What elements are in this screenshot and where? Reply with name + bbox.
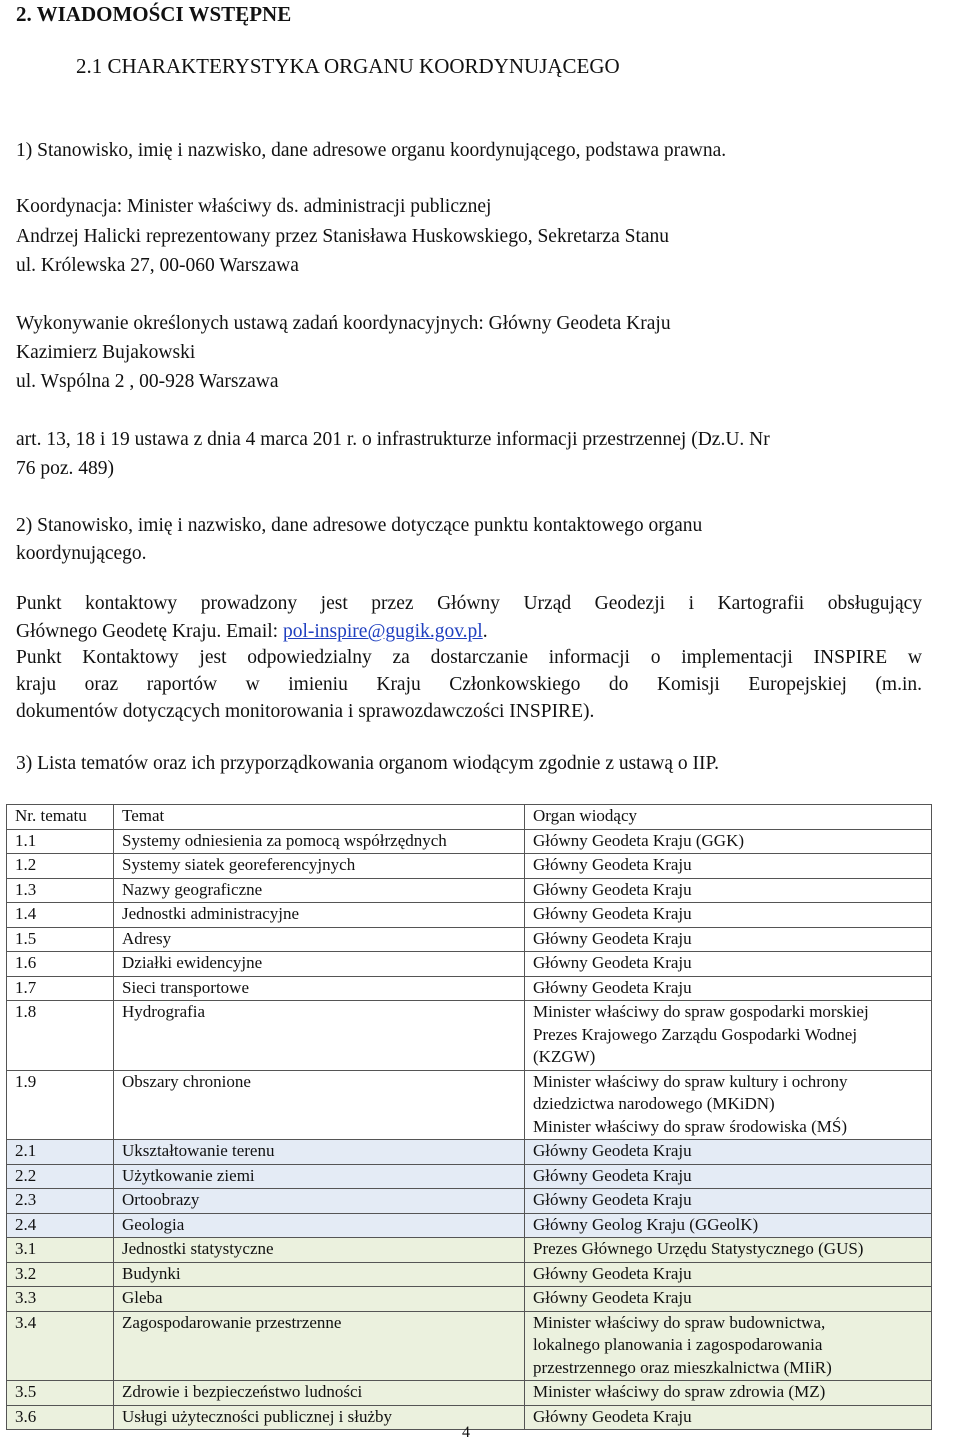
- topic-number-cell: 3.3: [7, 1287, 114, 1312]
- topic-number-cell: 2.2: [7, 1164, 114, 1189]
- lead-organ-cell: [525, 927, 932, 952]
- topic-name-cell: Hydrografia: [114, 1001, 525, 1071]
- coord-address: ul. Królewska 27, 00-060 Warszawa: [16, 255, 299, 276]
- topic-number-cell: 1.2: [7, 854, 114, 879]
- page-number: 4: [462, 1424, 470, 1441]
- table-row: [7, 854, 932, 879]
- table-row: [7, 1189, 932, 1214]
- lead-organ-line: Prezes Głównego Urzędu Statystycznego (GUS): [533, 1239, 864, 1258]
- contact-paragraph: [16, 621, 488, 643]
- lead-organ-cell: [525, 1287, 932, 1312]
- table-row: [7, 1213, 932, 1238]
- contact-text: .: [482, 621, 488, 642]
- topic-name-cell: Jednostki administracyjne: [114, 903, 525, 928]
- lead-organ-cell: [525, 1070, 932, 1140]
- table-row: [7, 878, 932, 903]
- topic-number-cell: 1.5: [7, 927, 114, 952]
- topic-name-cell: Działki ewidencyjne: [114, 952, 525, 977]
- lead-organ-cell: [525, 1213, 932, 1238]
- lead-organ-cell: [525, 1238, 932, 1263]
- header-cell-nr: Nr. tematu: [7, 805, 114, 830]
- lead-organ-cell: [525, 1164, 932, 1189]
- lead-organ-line: Główny Geodeta Kraju: [533, 1141, 692, 1160]
- lead-organ-cell: [525, 1405, 932, 1430]
- para3-heading: 3) Lista tematów oraz ich przyporządkowania organom wiodącym zgodnie z ustawą o IIP.: [16, 753, 720, 774]
- topic-number-cell: 1.4: [7, 903, 114, 928]
- lead-organ-line: Główny Geodeta Kraju: [533, 928, 692, 948]
- topic-name-cell: Użytkowanie ziemi: [114, 1164, 525, 1189]
- header-cell-temat: Temat: [114, 805, 525, 830]
- contact-paragraph: Punkt kontaktowy prowadzony jest przez Główny Urząd Geodezji i Kartografii obsługujący: [16, 593, 922, 614]
- lead-organ-line: Główny Geodeta Kraju: [533, 1263, 692, 1283]
- lead-organ-line: Minister właściwy do spraw środowiska (MŚ): [533, 1116, 847, 1136]
- coord-line: Andrzej Halicki reprezentowany przez Stanisława Huskowskiego, Sekretarza Stanu: [16, 226, 670, 247]
- lead-organ-cell: [525, 854, 932, 879]
- coord-line: Koordynacja: Minister właściwy ds. administracji publicznej: [16, 196, 492, 217]
- lead-organ-line: Minister właściwy do spraw gospodarki morskiej: [533, 1002, 869, 1021]
- lead-organ-cell: [525, 1262, 932, 1287]
- lead-organ-line: Główny Geodeta Kraju: [533, 953, 692, 972]
- lead-organ-line: Minister właściwy do spraw budownictwa,: [533, 1312, 826, 1332]
- topic-number-cell: 2.4: [7, 1213, 114, 1238]
- contact-text: Głównego Geodetę Kraju. Email:: [16, 621, 283, 642]
- lead-organ-line: Minister właściwy do spraw kultury i ochrony: [533, 1071, 848, 1091]
- topic-name-cell: Ortoobrazy: [114, 1189, 525, 1214]
- lead-organ-cell: [525, 903, 932, 928]
- lead-organ-line: lokalnego planowania i zagospodarowania: [533, 1335, 823, 1354]
- section-title: 2. WIADOMOŚCI WSTĘPNE: [16, 2, 292, 26]
- topic-number-cell: 2.1: [7, 1140, 114, 1165]
- lead-organ-cell: [525, 1381, 932, 1406]
- table-row: [7, 1287, 932, 1312]
- table-row: [7, 927, 932, 952]
- table-row: [7, 1381, 932, 1406]
- topic-name-cell: Ukształtowanie terenu: [114, 1140, 525, 1165]
- topic-name-cell: Nazwy geograficzne: [114, 878, 525, 903]
- topic-number-cell: 1.9: [7, 1070, 114, 1140]
- lead-organ-line: Minister właściwy do spraw zdrowia (MZ): [533, 1382, 826, 1401]
- responsibility-paragraph: Punkt Kontaktowy jest odpowiedzialny za dostarczanie informacji o implementacji INSPIRE w: [16, 647, 922, 668]
- topic-name-cell: Gleba: [114, 1287, 525, 1312]
- para1-heading: 1) Stanowisko, imię i nazwisko, dane adresowe organu koordynującego, podstawa prawna.: [16, 140, 727, 161]
- lead-organ-line: Główny Geodeta Kraju (GGK): [533, 830, 745, 850]
- topic-name-cell: Systemy odniesienia za pomocą współrzędnych: [114, 829, 525, 854]
- lead-organ-line: dziedzictwa narodowego (MKiDN): [533, 1094, 775, 1113]
- exec-name: Kazimierz Bujakowski: [16, 342, 196, 363]
- table-row: [7, 829, 932, 854]
- lead-organ-line: Główny Geodeta Kraju: [533, 904, 692, 923]
- exec-address: ul. Wspólna 2 , 00-928 Warszawa: [16, 371, 279, 392]
- table-row: [7, 1238, 932, 1263]
- table-row: [7, 903, 932, 928]
- lead-organ-cell: [525, 829, 932, 854]
- topic-name-cell: Adresy: [114, 927, 525, 952]
- topic-number-cell: 1.7: [7, 976, 114, 1001]
- topic-number-cell: 1.3: [7, 878, 114, 903]
- lead-organ-line: Główny Geodeta Kraju: [533, 1288, 692, 1307]
- table-row: [7, 976, 932, 1001]
- header-cell-organ: Organ wiodący: [525, 805, 932, 830]
- para2-heading: koordynującego.: [16, 543, 147, 564]
- exec-line: Wykonywanie określonych ustawą zadań koordynacyjnych: Główny Geodeta Kraju: [16, 313, 671, 334]
- contact-email-link[interactable]: pol-inspire@gugik.gov.pl: [282, 621, 483, 642]
- topic-number-cell: 3.2: [7, 1262, 114, 1287]
- lead-organ-line: Główny Geodeta Kraju: [533, 855, 692, 874]
- topic-number-cell: 2.3: [7, 1189, 114, 1214]
- table-row: [7, 1001, 932, 1071]
- topics-table: [6, 804, 932, 1430]
- topic-name-cell: Obszary chronione: [114, 1070, 525, 1140]
- topic-number-cell: 1.8: [7, 1001, 114, 1071]
- lead-organ-line: Główny Geodeta Kraju: [533, 977, 692, 997]
- lead-organ-cell: [525, 952, 932, 977]
- topic-number-cell: 3.4: [7, 1311, 114, 1381]
- lead-organ-line: Główny Geodeta Kraju: [533, 879, 692, 899]
- lead-organ-cell: [525, 878, 932, 903]
- lead-organ-line: Główny Geodeta Kraju: [533, 1406, 692, 1426]
- lead-organ-line: Główny Geolog Kraju (GGeolK): [533, 1214, 759, 1234]
- table-row: [7, 1164, 932, 1189]
- table-row: [7, 1070, 932, 1140]
- lead-organ-line: (KZGW): [533, 1047, 596, 1066]
- lead-organ-line: Główny Geodeta Kraju: [533, 1165, 692, 1185]
- topic-number-cell: 3.6: [7, 1405, 114, 1430]
- topic-name-cell: Systemy siatek georeferencyjnych: [114, 854, 525, 879]
- lead-organ-cell: [525, 976, 932, 1001]
- legal-basis: art. 13, 18 i 19 ustawa z dnia 4 marca 201 r. o infrastrukturze informacji przestrzennej (Dz.U. Nr: [16, 429, 770, 450]
- topic-number-cell: 1.6: [7, 952, 114, 977]
- topic-name-cell: Sieci transportowe: [114, 976, 525, 1001]
- subsection-title: 2.1 CHARAKTERYSTYKA ORGANU KOORDYNUJĄCEGO: [76, 54, 620, 78]
- lead-organ-line: Prezes Krajowego Zarządu Gospodarki Wodnej: [533, 1024, 858, 1044]
- topic-name-cell: Budynki: [114, 1262, 525, 1287]
- lead-organ-cell: [525, 1189, 932, 1214]
- topic-number-cell: 3.1: [7, 1238, 114, 1263]
- topic-name-cell: Zagospodarowanie przestrzenne: [114, 1311, 525, 1381]
- legal-basis: 76 poz. 489): [16, 458, 115, 479]
- table-row: [7, 952, 932, 977]
- topic-name-cell: Jednostki statystyczne: [114, 1238, 525, 1263]
- table-row: [7, 1311, 932, 1381]
- table-header-row: [7, 805, 932, 830]
- lead-organ-cell: [525, 1140, 932, 1165]
- table-row: [7, 1262, 932, 1287]
- lead-organ-cell: [525, 1311, 932, 1381]
- lead-organ-line: przestrzennego oraz mieszkalnictwa (MIiR): [533, 1357, 832, 1377]
- lead-organ-cell: [525, 1001, 932, 1071]
- topic-number-cell: 3.5: [7, 1381, 114, 1406]
- topic-name-cell: Zdrowie i bezpieczeństwo ludności: [114, 1381, 525, 1406]
- table-row: [7, 1140, 932, 1165]
- topic-name-cell: Geologia: [114, 1213, 525, 1238]
- lead-organ-line: Główny Geodeta Kraju: [533, 1190, 692, 1209]
- topic-name-cell: Usługi użyteczności publicznej i służby: [114, 1405, 525, 1430]
- responsibility-paragraph: dokumentów dotyczących monitorowania i sprawozdawczości INSPIRE).: [16, 701, 595, 722]
- para2-heading: 2) Stanowisko, imię i nazwisko, dane adresowe dotyczące punktu kontaktowego organu: [16, 515, 703, 536]
- topic-number-cell: 1.1: [7, 829, 114, 854]
- responsibility-paragraph: kraju oraz raportów w imieniu Kraju Członkowskiego do Komisji Europejskiej (m.in.: [16, 674, 922, 695]
